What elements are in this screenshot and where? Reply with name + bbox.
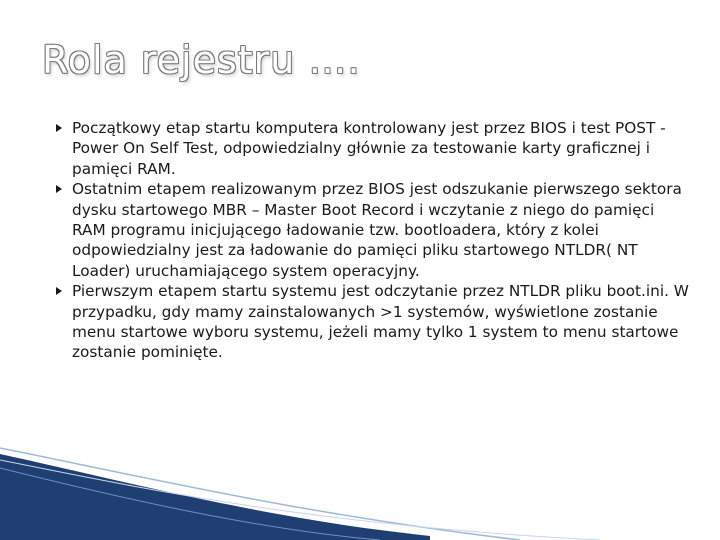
slide-title: Rola rejestru …. — [42, 38, 361, 82]
bullet-item-2 — [52, 179, 692, 281]
bullet-text-3: Pierwszym etapem startu systemu jest odczytanie przez NTLDR pliku boot.ini. W przypadku, gdy mamy zainstalowanych >1 systemów, wyświetlone zostanie menu startowe wyboru systemu, jeżeli mamy tylko 1 system to menu startowe zostanie pominięte. — [72, 282, 689, 362]
triangle-bullet-icon — [56, 287, 62, 295]
triangle-bullet-icon — [56, 124, 62, 132]
decorative-wave-lines — [0, 440, 720, 540]
wave-line-dark — [0, 454, 430, 540]
bullet-text-2: Ostatnim etapem realizowanym przez BIOS jest odszukanie pierwszego sektora dysku startowego MBR – Master Boot Record i wczytanie z niego do pamięci RAM programu inicjującego ładowanie tzw. bootloadera, który z kolei odpowiedzialny jest za ładowanie do pamięci pliku startowego NTLDR( NT Loader) uruchamiającego system operacyjny. — [72, 180, 682, 280]
bullet-text-1: Początkowy etap startu komputera kontrolowany jest przez BIOS i test POST - Power On Self Test, odpowiedzialny głównie za testowanie karty graficznej i pamięci RAM. — [72, 119, 666, 178]
triangle-bullet-icon — [56, 185, 62, 193]
bullet-item-3 — [52, 281, 692, 363]
bullet-item-1 — [52, 118, 692, 179]
bullet-list — [52, 118, 692, 363]
